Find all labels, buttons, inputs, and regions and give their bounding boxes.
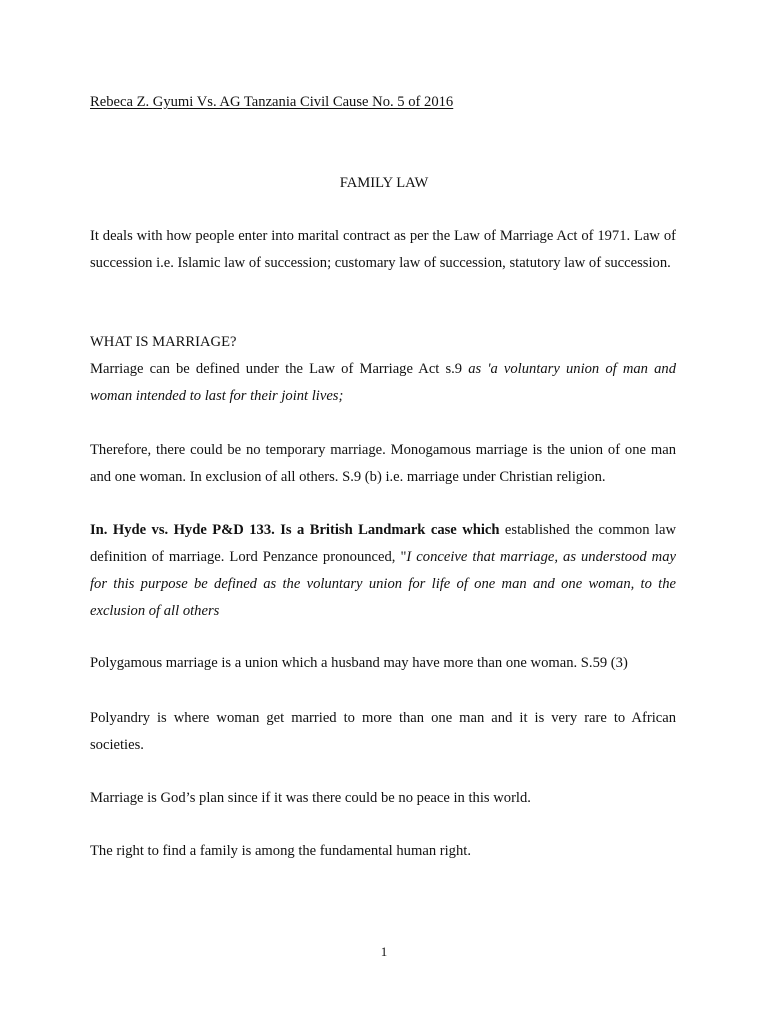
marriage-heading: WHAT IS MARRIAGE? [90,334,237,350]
fundamental-right-paragraph: The right to find a family is among the fundamental human right. [90,843,471,859]
hyde-case-text: established the common law definition of marriage. Lord Penzance pronounced, " [90,522,676,565]
hyde-case-citation: In. Hyde vs. Hyde P&D 133. Is a British Landmark case which [90,522,500,538]
gods-plan-paragraph: Marriage is God’s plan since if it was there could be no peace in this world. [90,790,531,806]
hyde-case-paragraph [90,517,676,625]
marriage-definition-paragraph [90,356,676,410]
definition-quote: as 'a voluntary union of man and woman intended to last for their joint lives; [90,361,676,404]
hyde-case-quote: I conceive that marriage, as understood may for this purpose be defined as the voluntary union for life of one man and one woman, to the exclusion of all others [90,549,676,619]
polyandry-paragraph: Polyandry is where woman get married to more than one man and it is very rare to African societies. [90,710,676,753]
polygamous-paragraph: Polygamous marriage is a union which a husband may have more than one woman. S.59 (3) [90,655,628,671]
page-number: 1 [380,944,388,959]
definition-text: Marriage can be defined under the Law of Marriage Act s.9 [90,361,469,377]
case-reference [90,89,676,116]
therefore-paragraph: Therefore, there could be no temporary marriage. Monogamous marriage is the union of one man and one woman. In exclusion of all others. S.9 (b) i.e. marriage under Christian religion. [90,442,676,485]
intro-paragraph: It deals with how people enter into marital contract as per the Law of Marriage Act of 1971. Law of succession i.e. Islamic law of succession; customary law of succession, statutory law of succession. [90,228,676,271]
case-reference-text: Rebeca Z. Gyumi Vs. AG Tanzania Civil Cause No. 5 of 2016 [90,94,454,110]
document-title: FAMILY LAW [339,175,429,191]
